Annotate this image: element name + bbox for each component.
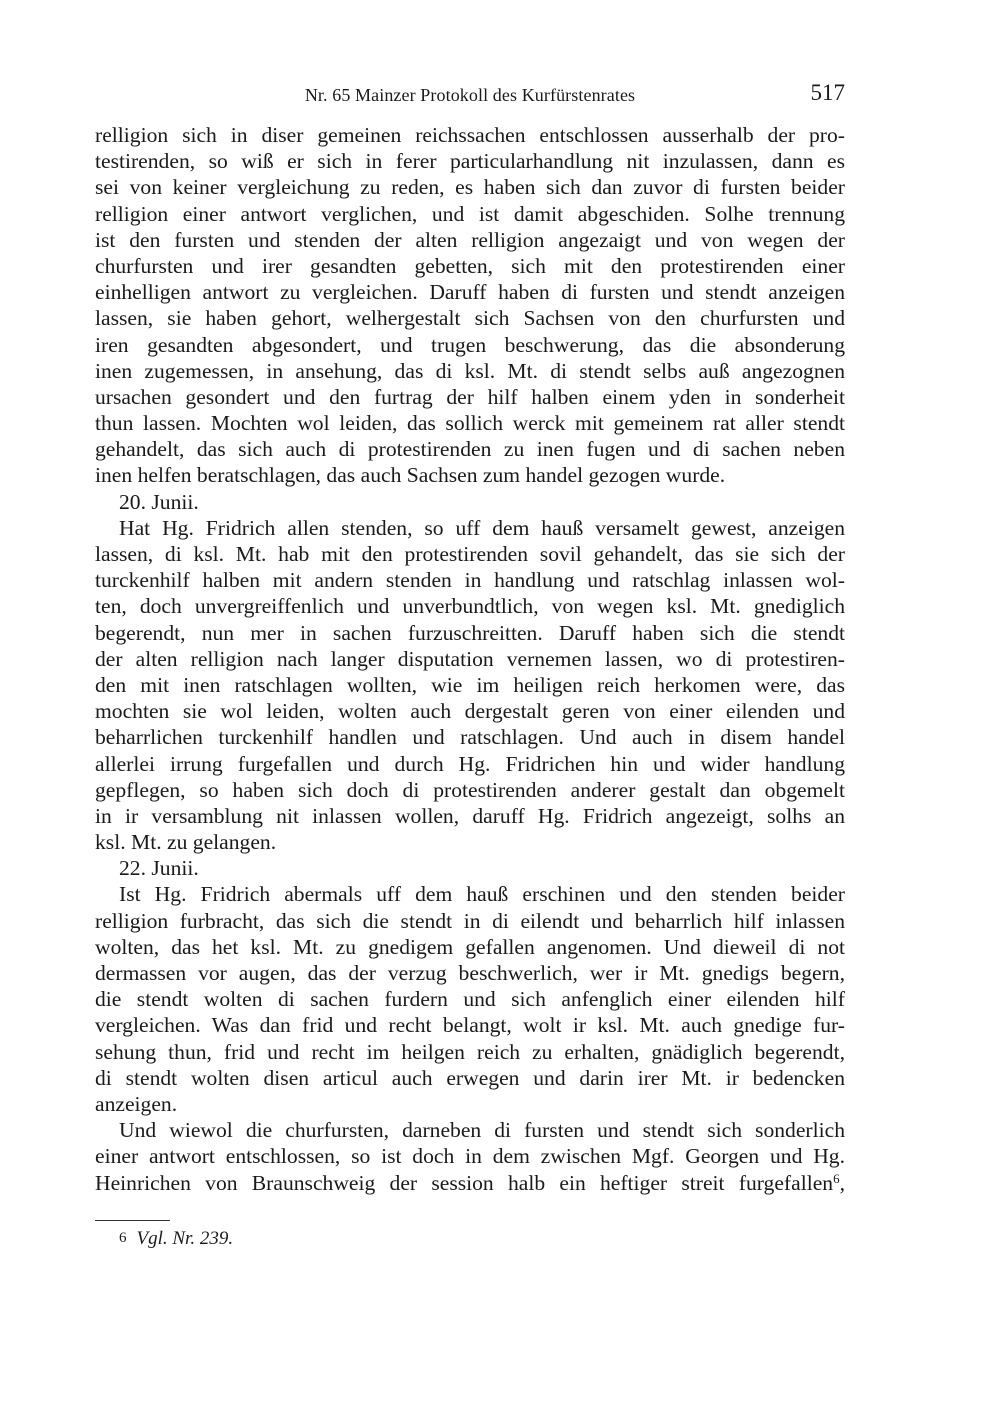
footnote-text: Vgl. Nr. 239. bbox=[136, 1228, 234, 1249]
text-line: einhelligen antwort zu vergleichen. Daruff haben di fursten und stendt anzeigen bbox=[95, 280, 845, 305]
text-line: churfursten und irer gesandten gebetten, sich mit den protestirenden einer bbox=[95, 253, 845, 278]
trailing-punctuation: , bbox=[839, 1170, 845, 1195]
text-line: der alten relligion nach langer disputation vernemen lassen, wo di protestiren- bbox=[95, 646, 845, 671]
text-line-with-footnote bbox=[95, 1170, 845, 1196]
running-title: Nr. 65 Mainzer Protokoll des Kurfürstenrates bbox=[304, 85, 636, 105]
text-line: beharrlichen turckenhilf handlen und ratschlagen. Und auch in disem handel bbox=[95, 725, 845, 750]
text-line: gepflegen, so haben sich doch di protestirenden anderer gestalt dan obgemelt bbox=[95, 777, 845, 802]
text-line: lassen, sie haben gehort, welhergestalt sich Sachsen von den churfursten und bbox=[95, 306, 845, 331]
text-line: testirenden, so wiß er sich in ferer particularhandlung nit inzulassen, dann es bbox=[95, 149, 845, 174]
text-line: relligion sich in diser gemeinen reichssachen entschlossen ausserhalb der pro- bbox=[95, 123, 845, 147]
text-line: in ir versamblung nit inlassen wollen, daruff Hg. Fridrich angezeigt, solhs an bbox=[95, 803, 845, 828]
text-line-content: Heinrichen von Braunschweig der session halb ein heftiger streit furgefallen bbox=[95, 1170, 834, 1195]
text-line: sei von keiner vergleichung zu reden, es haben sich dan zuvor di fursten beider bbox=[95, 175, 845, 200]
text-line: ksl. Mt. zu gelangen. bbox=[95, 830, 277, 855]
body-text bbox=[95, 122, 845, 1196]
text-line: ursachen gesondert und den furtrag der hilf halben einem yden in sonderheit bbox=[95, 384, 845, 409]
text-line: allerlei irrung furgefallen und durch Hg. Fridrichen hin und wider handlung bbox=[95, 751, 845, 776]
date-heading: 22. Junii. bbox=[119, 856, 199, 881]
footnote-number: 6 bbox=[119, 1230, 127, 1246]
text-line: mochten sie wol leiden, wolten auch dergestalt geren von einer eilenden und bbox=[95, 699, 845, 724]
text-line: relligion einer antwort verglichen, und ist damit abgeschiden. Solhe trennung bbox=[95, 201, 845, 226]
page-number: 517 bbox=[810, 80, 845, 105]
footnote-reference[interactable]: 6 bbox=[833, 1170, 840, 1186]
text-line: relligion furbracht, das sich die stendt in di eilendt und beharrlich hilf inlassen bbox=[95, 908, 845, 933]
text-line: ten, doch unvergreiffenlich und unverbundtlich, von wegen ksl. Mt. gnediglich bbox=[95, 594, 845, 619]
text-line: lassen, di ksl. Mt. hab mit den protestirenden sovil gehandelt, das sie sich der bbox=[95, 542, 845, 566]
footnote-divider bbox=[95, 1220, 170, 1221]
text-line: dermassen vor augen, das der verzug beschwerlich, wer ir Mt. gnedigs begern, bbox=[95, 961, 845, 985]
text-line: turckenhilf halben mit andern stenden in handlung und ratschlag inlassen wol- bbox=[95, 568, 845, 593]
text-line: begerendt, nun mer in sachen furzuschreitten. Daruff haben sich die stendt bbox=[95, 620, 845, 645]
text-line: ist den fursten und stenden der alten relligion angezaigt und von wegen der bbox=[95, 227, 845, 252]
text-line: Ist Hg. Fridrich abermals uff dem hauß erschinen und den stenden beider bbox=[119, 882, 845, 907]
text-line: sehung thun, frid und recht im heilgen reich zu erhalten, gnädiglich begerendt, bbox=[95, 1039, 845, 1064]
text-line: vergleichen. Was dan frid und recht belangt, wolt ir ksl. Mt. auch gnedige fur- bbox=[95, 1013, 845, 1038]
running-head bbox=[95, 80, 845, 110]
text-line: einer antwort entschlossen, so ist doch in dem zwischen Mgf. Georgen und Hg. bbox=[95, 1144, 845, 1169]
text-line: die stendt wolten di sachen furdern und sich anfenglich einer eilenden hilf bbox=[95, 987, 845, 1012]
text-line: Hat Hg. Fridrich allen stenden, so uff dem hauß versamelt gewest, anzeigen bbox=[119, 515, 845, 540]
text-line: gehandelt, das sich auch di protestirenden zu inen fugen und di sachen neben bbox=[95, 437, 845, 462]
text-line: inen helfen beratschlagen, das auch Sachsen zum handel gezogen wurde. bbox=[95, 463, 726, 488]
text-line: anzeigen. bbox=[95, 1091, 178, 1116]
date-heading: 20. Junii. bbox=[119, 489, 199, 514]
text-line: inen zugemessen, in ansehung, das di ksl. Mt. di stendt selbs auß angezognen bbox=[95, 358, 845, 383]
text-line: wolten, das het ksl. Mt. zu gnedigem gefallen angenomen. Und dieweil di not bbox=[95, 934, 845, 959]
text-line: den mit inen ratschlagen wollten, wie im heiligen reich herkomen were, das bbox=[95, 672, 845, 697]
text-line: Und wiewol die churfursten, darneben di fursten und stendt sich sonderlich bbox=[119, 1118, 845, 1143]
text-line: di stendt wolten disen articul auch erwegen und darin irer Mt. ir bedencken bbox=[95, 1065, 845, 1090]
text-line: thun lassen. Mochten wol leiden, das sollich werck mit gemeinem rat aller stendt bbox=[95, 411, 845, 436]
footnote bbox=[119, 1228, 233, 1250]
text-line: iren gesandten abgesondert, und trugen beschwerung, das die absonderung bbox=[95, 332, 845, 357]
